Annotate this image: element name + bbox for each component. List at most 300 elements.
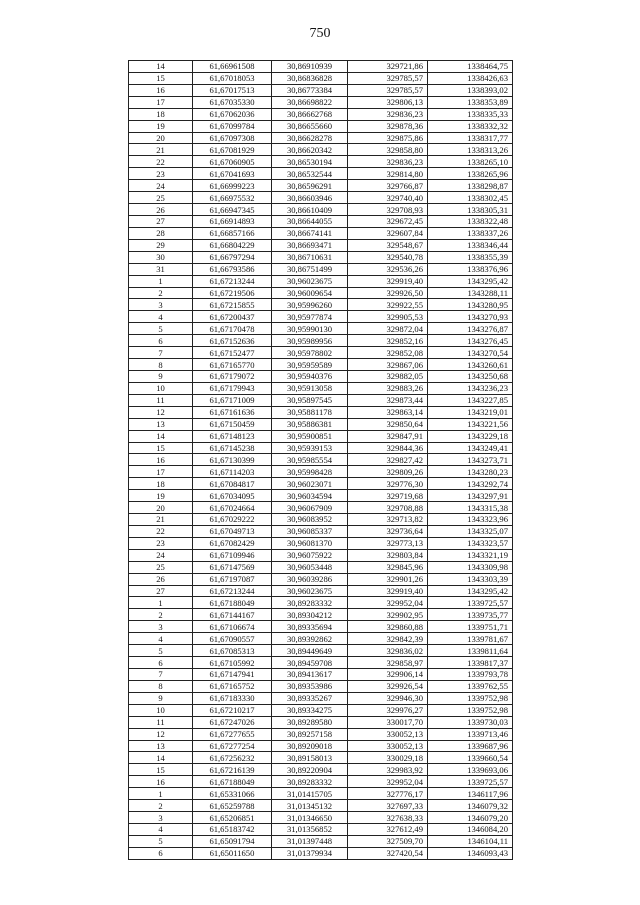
y-coordinate-cell: 1343295,42 (428, 585, 513, 597)
longitude-cell: 31,01346650 (272, 812, 348, 824)
latitude-cell: 61,67029222 (193, 514, 272, 526)
point-number-cell: 24 (129, 549, 193, 561)
page-number: 750 (309, 26, 331, 41)
x-coordinate-cell: 329952,04 (348, 597, 428, 609)
x-coordinate-cell: 327509,70 (348, 835, 428, 847)
y-coordinate-cell: 1339693,06 (428, 764, 513, 776)
x-coordinate-cell: 329919,40 (348, 585, 428, 597)
latitude-cell: 61,67085313 (193, 645, 272, 657)
longitude-cell: 30,96034594 (272, 490, 348, 502)
longitude-cell: 30,86596291 (272, 180, 348, 192)
y-coordinate-cell: 1339817,37 (428, 657, 513, 669)
longitude-cell: 30,86698822 (272, 96, 348, 108)
table-row (129, 251, 513, 263)
table-row (129, 215, 513, 227)
table-row (129, 156, 513, 168)
latitude-cell: 61,66797294 (193, 251, 272, 263)
latitude-cell: 61,66961508 (193, 61, 272, 73)
point-number-cell: 12 (129, 406, 193, 418)
x-coordinate-cell: 330017,70 (348, 716, 428, 728)
longitude-cell: 30,86532544 (272, 168, 348, 180)
point-number-cell: 6 (129, 847, 193, 859)
x-coordinate-cell: 329852,16 (348, 335, 428, 347)
x-coordinate-cell: 329740,40 (348, 192, 428, 204)
longitude-cell: 30,89449649 (272, 645, 348, 657)
y-coordinate-cell: 1343260,61 (428, 359, 513, 371)
y-coordinate-cell: 1339725,57 (428, 776, 513, 788)
latitude-cell: 61,67084817 (193, 478, 272, 490)
longitude-cell: 30,86644055 (272, 215, 348, 227)
point-number-cell: 9 (129, 692, 193, 704)
y-coordinate-cell: 1338305,31 (428, 204, 513, 216)
longitude-cell: 30,86693471 (272, 239, 348, 251)
point-number-cell: 16 (129, 454, 193, 466)
point-number-cell: 3 (129, 621, 193, 633)
longitude-cell: 30,89334275 (272, 704, 348, 716)
table-row (129, 359, 513, 371)
x-coordinate-cell: 329976,27 (348, 704, 428, 716)
latitude-cell: 61,67147941 (193, 669, 272, 681)
table-row (129, 549, 513, 561)
table-row (129, 418, 513, 430)
longitude-cell: 30,95985554 (272, 454, 348, 466)
table-row (129, 382, 513, 394)
longitude-cell: 30,89283332 (272, 597, 348, 609)
y-coordinate-cell: 1343288,11 (428, 287, 513, 299)
longitude-cell: 31,01356852 (272, 824, 348, 836)
latitude-cell: 61,67106674 (193, 621, 272, 633)
longitude-cell: 30,96081370 (272, 537, 348, 549)
y-coordinate-cell: 1339713,46 (428, 728, 513, 740)
longitude-cell: 30,86773384 (272, 84, 348, 96)
x-coordinate-cell: 329926,54 (348, 680, 428, 692)
latitude-cell: 61,67099784 (193, 120, 272, 132)
table-row (129, 525, 513, 537)
x-coordinate-cell: 329713,82 (348, 514, 428, 526)
latitude-cell: 61,67060905 (193, 156, 272, 168)
point-number-cell: 9 (129, 370, 193, 382)
longitude-cell: 30,96083952 (272, 514, 348, 526)
y-coordinate-cell: 1343280,23 (428, 466, 513, 478)
table-row (129, 132, 513, 144)
table-row (129, 835, 513, 847)
x-coordinate-cell: 329721,86 (348, 61, 428, 73)
x-coordinate-cell: 329736,64 (348, 525, 428, 537)
table-row (129, 227, 513, 239)
x-coordinate-cell: 329845,96 (348, 561, 428, 573)
point-number-cell: 18 (129, 108, 193, 120)
x-coordinate-cell: 329719,68 (348, 490, 428, 502)
x-coordinate-cell: 329922,55 (348, 299, 428, 311)
point-number-cell: 18 (129, 478, 193, 490)
y-coordinate-cell: 1338393,02 (428, 84, 513, 96)
point-number-cell: 14 (129, 752, 193, 764)
table-row (129, 442, 513, 454)
point-number-cell: 11 (129, 716, 193, 728)
x-coordinate-cell: 329858,97 (348, 657, 428, 669)
point-number-cell: 8 (129, 359, 193, 371)
longitude-cell: 30,86710631 (272, 251, 348, 263)
point-number-cell: 26 (129, 204, 193, 216)
point-number-cell: 10 (129, 382, 193, 394)
x-coordinate-cell: 327420,54 (348, 847, 428, 859)
y-coordinate-cell: 1343323,96 (428, 514, 513, 526)
y-coordinate-cell: 1343249,41 (428, 442, 513, 454)
x-coordinate-cell: 329536,26 (348, 263, 428, 275)
x-coordinate-cell: 329708,88 (348, 502, 428, 514)
table-row (129, 311, 513, 323)
table-row (129, 502, 513, 514)
latitude-cell: 61,67090557 (193, 633, 272, 645)
x-coordinate-cell: 329952,04 (348, 776, 428, 788)
table-row (129, 478, 513, 490)
x-coordinate-cell: 329850,64 (348, 418, 428, 430)
y-coordinate-cell: 1339752,98 (428, 692, 513, 704)
x-coordinate-cell: 330029,18 (348, 752, 428, 764)
y-coordinate-cell: 1343276,45 (428, 335, 513, 347)
x-coordinate-cell: 329842,39 (348, 633, 428, 645)
latitude-cell: 61,65331066 (193, 788, 272, 800)
y-coordinate-cell: 1343273,71 (428, 454, 513, 466)
longitude-cell: 30,95881178 (272, 406, 348, 418)
longitude-cell: 30,89257158 (272, 728, 348, 740)
y-coordinate-cell: 1343250,68 (428, 370, 513, 382)
y-coordinate-cell: 1338332,32 (428, 120, 513, 132)
longitude-cell: 30,96075922 (272, 549, 348, 561)
longitude-cell: 31,01379934 (272, 847, 348, 859)
x-coordinate-cell: 329901,26 (348, 573, 428, 585)
y-coordinate-cell: 1343323,57 (428, 537, 513, 549)
y-coordinate-cell: 1343325,07 (428, 525, 513, 537)
longitude-cell: 30,95897545 (272, 394, 348, 406)
point-number-cell: 11 (129, 394, 193, 406)
latitude-cell: 61,67062036 (193, 108, 272, 120)
longitude-cell: 31,01345132 (272, 800, 348, 812)
point-number-cell: 14 (129, 430, 193, 442)
table-row (129, 192, 513, 204)
table-row (129, 394, 513, 406)
latitude-cell: 61,67188049 (193, 597, 272, 609)
table-row (129, 680, 513, 692)
latitude-cell: 61,67034095 (193, 490, 272, 502)
longitude-cell: 30,89304212 (272, 609, 348, 621)
x-coordinate-cell: 329607,84 (348, 227, 428, 239)
point-number-cell: 14 (129, 61, 193, 73)
latitude-cell: 61,67152636 (193, 335, 272, 347)
table-row (129, 597, 513, 609)
latitude-cell: 61,67144167 (193, 609, 272, 621)
latitude-cell: 61,67256232 (193, 752, 272, 764)
longitude-cell: 30,95940376 (272, 370, 348, 382)
y-coordinate-cell: 1338353,89 (428, 96, 513, 108)
x-coordinate-cell: 329844,36 (348, 442, 428, 454)
y-coordinate-cell: 1339762,55 (428, 680, 513, 692)
y-coordinate-cell: 1338426,63 (428, 72, 513, 84)
latitude-cell: 61,67041693 (193, 168, 272, 180)
x-coordinate-cell: 329809,26 (348, 466, 428, 478)
table-row (129, 847, 513, 859)
table-row (129, 752, 513, 764)
x-coordinate-cell: 327612,49 (348, 824, 428, 836)
latitude-cell: 61,67035330 (193, 96, 272, 108)
latitude-cell: 61,66947345 (193, 204, 272, 216)
y-coordinate-cell: 1346093,43 (428, 847, 513, 859)
table-row (129, 788, 513, 800)
latitude-cell: 61,67277655 (193, 728, 272, 740)
table-row (129, 824, 513, 836)
x-coordinate-cell: 329867,06 (348, 359, 428, 371)
point-number-cell: 22 (129, 525, 193, 537)
longitude-cell: 30,86610409 (272, 204, 348, 216)
y-coordinate-cell: 1339752,98 (428, 704, 513, 716)
longitude-cell: 30,86751499 (272, 263, 348, 275)
point-number-cell: 21 (129, 144, 193, 156)
latitude-cell: 61,65259788 (193, 800, 272, 812)
point-number-cell: 28 (129, 227, 193, 239)
longitude-cell: 30,95998428 (272, 466, 348, 478)
table-row (129, 776, 513, 788)
latitude-cell: 61,67179072 (193, 370, 272, 382)
latitude-cell: 61,67017513 (193, 84, 272, 96)
table-row (129, 180, 513, 192)
latitude-cell: 61,67049713 (193, 525, 272, 537)
point-number-cell: 2 (129, 287, 193, 299)
y-coordinate-cell: 1338335,33 (428, 108, 513, 120)
point-number-cell: 7 (129, 347, 193, 359)
table-row (129, 466, 513, 478)
table-row (129, 621, 513, 633)
x-coordinate-cell: 329827,42 (348, 454, 428, 466)
point-number-cell: 4 (129, 633, 193, 645)
y-coordinate-cell: 1338317,77 (428, 132, 513, 144)
latitude-cell: 61,67130399 (193, 454, 272, 466)
longitude-cell: 30,96053448 (272, 561, 348, 573)
y-coordinate-cell: 1338337,26 (428, 227, 513, 239)
latitude-cell: 61,67216139 (193, 764, 272, 776)
x-coordinate-cell: 327697,33 (348, 800, 428, 812)
latitude-cell: 61,65011650 (193, 847, 272, 859)
latitude-cell: 61,67197087 (193, 573, 272, 585)
longitude-cell: 30,89335267 (272, 692, 348, 704)
x-coordinate-cell: 329860,88 (348, 621, 428, 633)
point-number-cell: 1 (129, 275, 193, 287)
point-number-cell: 4 (129, 311, 193, 323)
point-number-cell: 16 (129, 776, 193, 788)
longitude-cell: 30,95939153 (272, 442, 348, 454)
point-number-cell: 21 (129, 514, 193, 526)
longitude-cell: 30,95978802 (272, 347, 348, 359)
y-coordinate-cell: 1339781,67 (428, 633, 513, 645)
longitude-cell: 30,89459708 (272, 657, 348, 669)
longitude-cell: 30,89283332 (272, 776, 348, 788)
table-row (129, 633, 513, 645)
latitude-cell: 61,67152477 (193, 347, 272, 359)
point-number-cell: 20 (129, 132, 193, 144)
x-coordinate-cell: 329873,44 (348, 394, 428, 406)
longitude-cell: 30,89335694 (272, 621, 348, 633)
y-coordinate-cell: 1346084,20 (428, 824, 513, 836)
point-number-cell: 3 (129, 812, 193, 824)
latitude-cell: 61,67165752 (193, 680, 272, 692)
point-number-cell: 7 (129, 669, 193, 681)
table-row (129, 514, 513, 526)
longitude-cell: 30,95990130 (272, 323, 348, 335)
longitude-cell: 30,95913058 (272, 382, 348, 394)
longitude-cell: 30,89353986 (272, 680, 348, 692)
point-number-cell: 5 (129, 323, 193, 335)
point-number-cell: 16 (129, 84, 193, 96)
table-row (129, 335, 513, 347)
x-coordinate-cell: 329875,86 (348, 132, 428, 144)
point-number-cell: 12 (129, 728, 193, 740)
longitude-cell: 30,96023675 (272, 585, 348, 597)
table-row (129, 406, 513, 418)
y-coordinate-cell: 1343309,98 (428, 561, 513, 573)
latitude-cell: 61,67183330 (193, 692, 272, 704)
latitude-cell: 61,65206851 (193, 812, 272, 824)
longitude-cell: 31,01397448 (272, 835, 348, 847)
longitude-cell: 30,86628278 (272, 132, 348, 144)
y-coordinate-cell: 1343280,95 (428, 299, 513, 311)
point-number-cell: 17 (129, 96, 193, 108)
point-number-cell: 31 (129, 263, 193, 275)
latitude-cell: 61,67024664 (193, 502, 272, 514)
longitude-cell: 30,96085337 (272, 525, 348, 537)
latitude-cell: 61,67171009 (193, 394, 272, 406)
longitude-cell: 30,86620342 (272, 144, 348, 156)
x-coordinate-cell: 329852,08 (348, 347, 428, 359)
table-row (129, 275, 513, 287)
latitude-cell: 61,65183742 (193, 824, 272, 836)
table-row (129, 454, 513, 466)
coordinates-table-body (129, 61, 513, 860)
latitude-cell: 61,67213244 (193, 585, 272, 597)
latitude-cell: 61,66975532 (193, 192, 272, 204)
longitude-cell: 30,95959589 (272, 359, 348, 371)
y-coordinate-cell: 1339735,77 (428, 609, 513, 621)
x-coordinate-cell: 329858,80 (348, 144, 428, 156)
y-coordinate-cell: 1343227,85 (428, 394, 513, 406)
table-row (129, 561, 513, 573)
latitude-cell: 61,67200437 (193, 311, 272, 323)
latitude-cell: 61,67161636 (193, 406, 272, 418)
table-row (129, 716, 513, 728)
x-coordinate-cell: 329905,53 (348, 311, 428, 323)
table-row (129, 645, 513, 657)
y-coordinate-cell: 1343236,23 (428, 382, 513, 394)
x-coordinate-cell: 327638,33 (348, 812, 428, 824)
point-number-cell: 30 (129, 251, 193, 263)
table-row (129, 764, 513, 776)
latitude-cell: 61,67165770 (193, 359, 272, 371)
y-coordinate-cell: 1343303,39 (428, 573, 513, 585)
y-coordinate-cell: 1339751,71 (428, 621, 513, 633)
y-coordinate-cell: 1338355,39 (428, 251, 513, 263)
table-row (129, 204, 513, 216)
table-row (129, 168, 513, 180)
longitude-cell: 30,95886381 (272, 418, 348, 430)
latitude-cell: 61,67247026 (193, 716, 272, 728)
longitude-cell: 30,86836828 (272, 72, 348, 84)
longitude-cell: 30,89413617 (272, 669, 348, 681)
y-coordinate-cell: 1339725,57 (428, 597, 513, 609)
longitude-cell: 30,96023675 (272, 275, 348, 287)
table-row (129, 108, 513, 120)
table-row (129, 585, 513, 597)
latitude-cell: 61,67018053 (193, 72, 272, 84)
point-number-cell: 6 (129, 657, 193, 669)
x-coordinate-cell: 329946,30 (348, 692, 428, 704)
longitude-cell: 30,96023071 (272, 478, 348, 490)
y-coordinate-cell: 1343315,38 (428, 502, 513, 514)
latitude-cell: 61,67215855 (193, 299, 272, 311)
x-coordinate-cell: 330052,13 (348, 728, 428, 740)
table-row (129, 692, 513, 704)
point-number-cell: 27 (129, 585, 193, 597)
table-row (129, 84, 513, 96)
y-coordinate-cell: 1343297,91 (428, 490, 513, 502)
x-coordinate-cell: 329548,67 (348, 239, 428, 251)
latitude-cell: 61,67081929 (193, 144, 272, 156)
latitude-cell: 61,66857166 (193, 227, 272, 239)
point-number-cell: 19 (129, 120, 193, 132)
point-number-cell: 1 (129, 597, 193, 609)
latitude-cell: 61,67145238 (193, 442, 272, 454)
y-coordinate-cell: 1339811,64 (428, 645, 513, 657)
y-coordinate-cell: 1346079,32 (428, 800, 513, 812)
y-coordinate-cell: 1346104,11 (428, 835, 513, 847)
y-coordinate-cell: 1343295,42 (428, 275, 513, 287)
y-coordinate-cell: 1346079,20 (428, 812, 513, 824)
latitude-cell: 61,67277254 (193, 740, 272, 752)
table-row (129, 800, 513, 812)
latitude-cell: 61,66793586 (193, 263, 272, 275)
table-row (129, 740, 513, 752)
point-number-cell: 6 (129, 335, 193, 347)
table-row (129, 287, 513, 299)
point-number-cell: 17 (129, 466, 193, 478)
table-row (129, 61, 513, 73)
x-coordinate-cell: 329806,13 (348, 96, 428, 108)
y-coordinate-cell: 1343219,01 (428, 406, 513, 418)
point-number-cell: 13 (129, 740, 193, 752)
table-row (129, 96, 513, 108)
x-coordinate-cell: 329836,02 (348, 645, 428, 657)
x-coordinate-cell: 329983,92 (348, 764, 428, 776)
point-number-cell: 13 (129, 418, 193, 430)
point-number-cell: 20 (129, 502, 193, 514)
point-number-cell: 25 (129, 192, 193, 204)
x-coordinate-cell: 329672,45 (348, 215, 428, 227)
x-coordinate-cell: 329882,05 (348, 370, 428, 382)
point-number-cell: 15 (129, 442, 193, 454)
point-number-cell: 23 (129, 537, 193, 549)
longitude-cell: 30,89392862 (272, 633, 348, 645)
table-row (129, 430, 513, 442)
x-coordinate-cell: 329836,23 (348, 156, 428, 168)
longitude-cell: 30,86603946 (272, 192, 348, 204)
table-row (129, 728, 513, 740)
x-coordinate-cell: 329814,80 (348, 168, 428, 180)
table-row (129, 812, 513, 824)
latitude-cell: 61,67188049 (193, 776, 272, 788)
y-coordinate-cell: 1338346,44 (428, 239, 513, 251)
point-number-cell: 24 (129, 180, 193, 192)
longitude-cell: 30,89158013 (272, 752, 348, 764)
x-coordinate-cell: 329919,40 (348, 275, 428, 287)
point-number-cell: 26 (129, 573, 193, 585)
table-row (129, 669, 513, 681)
